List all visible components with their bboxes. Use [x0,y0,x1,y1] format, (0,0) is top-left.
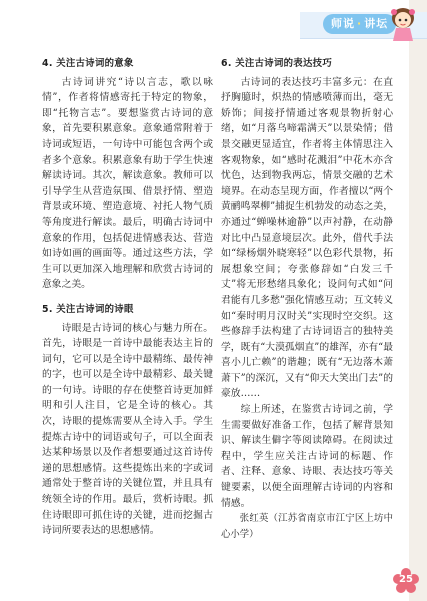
right-column [221,56,393,542]
cartoon-girl-mascot-icon [388,5,418,41]
column-badge-right: 讲坛 [364,17,389,30]
side-decoration-stripe [409,0,427,601]
section-6-title: 6. 关注古诗词的表达技巧 [221,58,332,69]
section-5-title: 5. 关注古诗词的诗眼 [42,303,134,315]
author-byline: 张红英（江苏省南京市江宁区上坊中心小学） [221,513,393,540]
left-column [42,56,213,539]
page-number: 25 [399,574,413,585]
section-4-body: 古诗词讲究“诗以言志，歌以咏情”，作者将情感寄托于特定的物象，即“托物言志”。要想鉴赏古诗词的意象，首先要积累意象。意象通常附着于诗词或短语，一句诗中可能包含两个或者多个意象。积累意象有助于学生快速解读诗词。其次，解读意象。教师可以引导学生从营造氛围、借景抒情、塑造背景或环境、塑造意境、衬托人物气质等角度进行解读。最后，明确古诗词中意象的作用，包括促进情感表达、营造如诗如画的画面等。通过这些方法，学生可以更加深入地理解和欣赏古诗词的意象之美。 [42,76,213,291]
column-badge-left: 师说 [331,17,355,30]
section-6-body: 古诗词的表达技巧丰富多元：在直抒胸臆时，炽热的情感喷薄而出，毫无娇饰；间接抒情通过客观景物折射心绪，如“月落乌啼霜满天”以景染情；借景交融更显适宜，作者将主体情思注入客观物象，如“感时花溅泪”中花木亦含忧色，达到物我两忘，情景交融的艺术境界。在动态呈现方面，作者擅以“两个黄鹂鸣翠柳”捕捉生机勃发的动态之美，亦通过“蝉噪林逾静”以声衬静，在动静对比中凸显意境层次。此外，借代手法如“绿杨烟外晓寒轻”以色彩代景物，拓展想象空间；夸张修辞如“白发三千丈”将无形愁绪具象化；设问句式如“问君能有几多愁”强化情感互动；互文转义如“秦时明月汉时关”实现时空交织。这些修辞手法构建了古诗词语言的独特美学，既有“大漠孤烟直”的雄浑，亦有“最喜小儿亡赖”的谐趣；既有“无边落木萧萧下”的深沉，又有“仰天大笑出门去”的豪放…… [221,76,393,400]
column-badge-separator: · [357,17,363,30]
conclusion-paragraph: 综上所述，在鉴赏古诗词之前，学生需要做好准备工作，包括了解背景知识、解读生僻字等阅读障碍。在阅读过程中，学生应关注古诗词的标题、作者、注释、意象、诗眼、表达技巧等关键要素，以便全面理解古诗词的内容和情感。 [221,404,393,509]
column-badge [323,14,396,34]
section-5-body: 诗眼是古诗词的核心与魅力所在。首先，诗眼是一首诗中最能表达主旨的词句，它可以是全诗中最精练、最传神的字，也可以是全诗中最精彩、最关键的一句诗。诗眼的存在使整首诗更加鲜明和引人注目，它是全诗的核心。其次，诗眼的提炼需要从全诗入手。学生提炼古诗中的词语或句子，可以全面表达某种场景以及作者想要通过这首诗传递的思想感情。这些提炼出来的字或词通常处于整首诗的关键位置，并且具有统领全诗的作用。最后，赏析诗眼。抓住诗眼即可抓住诗的关键，进而挖掘古诗词所要表达的思想感情。 [42,322,213,537]
section-4-title: 4. 关注古诗词的意象 [42,58,134,69]
